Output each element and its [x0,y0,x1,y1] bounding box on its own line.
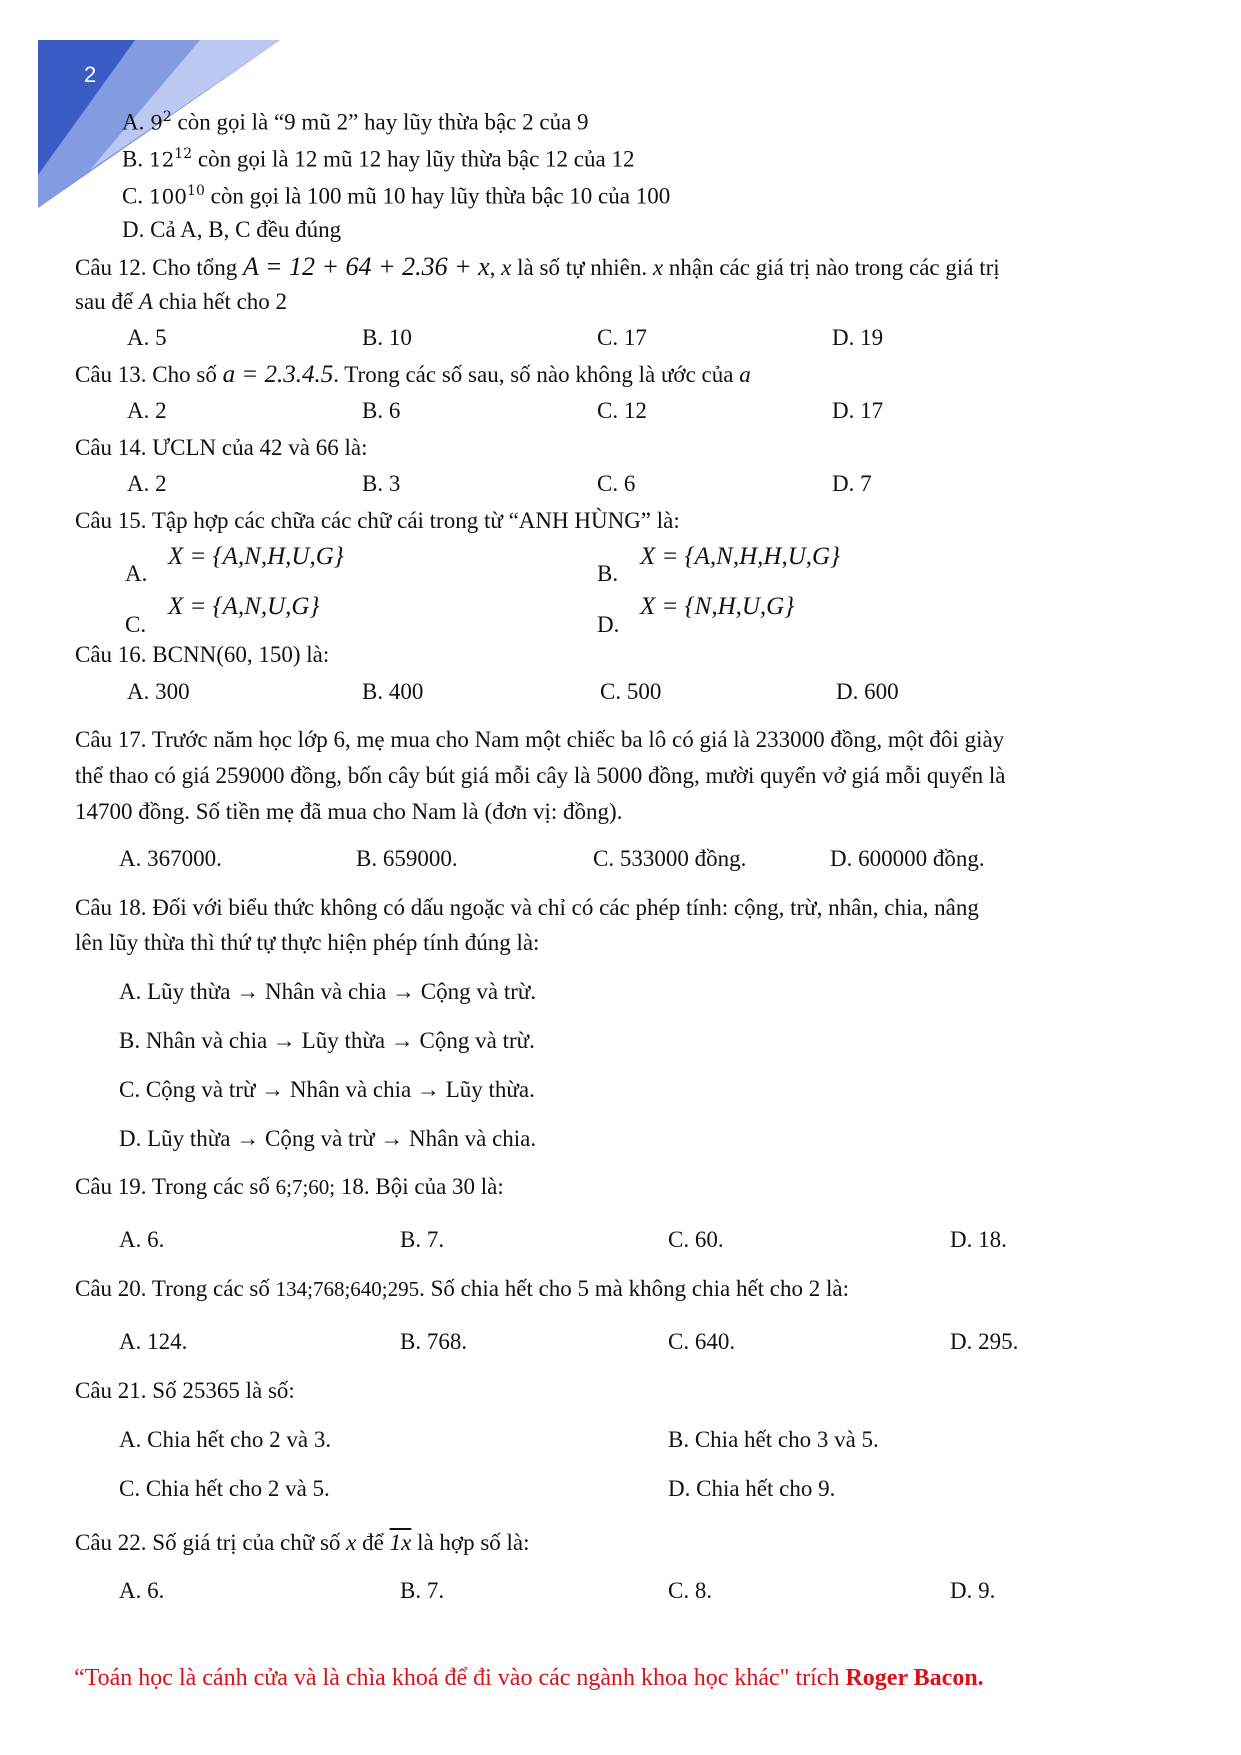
q12-line2: sau để A chia hết cho 2 [75,289,288,314]
q12-option-b: B. 10 [362,325,412,350]
q15-option-b-set: X = {A,N,H,H,U,G} [640,543,841,570]
q20-option-a: A. 124. [119,1329,188,1354]
q21-line: Câu 21. Số 25365 là số: [75,1378,295,1403]
q17-line3: 14700 đồng. Số tiền mẹ đã mua cho Nam là (đơn vị: đồng). [75,799,623,824]
q18-option-d: D. Lũy thừa → Cộng và trừ → Nhân và chia. [119,1126,537,1151]
q17-option-d: D. 600000 đồng. [830,846,985,871]
q17-option-a: A. 367000. [119,846,222,871]
q17-line1: Câu 17. Trước năm học lớp 6, mẹ mua cho Nam một chiếc ba lô có giá là 233000 đồng, một đôi giày [75,727,1005,752]
q21-option-b: B. Chia hết cho 3 và 5. [668,1427,879,1452]
q19-line: Câu 19. Trong các số 6;7;60; 18. Bội của 30 là: [75,1174,504,1199]
q13-option-b: B. 6 [362,398,401,423]
q14-option-b: B. 3 [362,471,401,496]
q21-option-c: C. Chia hết cho 2 và 5. [119,1476,330,1501]
q15-option-d-letter: D. [597,612,620,637]
q18-option-b: B. Nhân và chia → Lũy thừa → Cộng và trừ. [119,1028,535,1053]
q13-option-c: C. 12 [597,398,647,423]
q22-option-a: A. 6. [119,1578,165,1603]
q11-option-d: D. Cả A, B, C đều đúng [122,217,342,242]
q13-line: Câu 13. Cho số a = 2.3.4.5. Trong các số sau, số nào không là ước của a [75,361,751,388]
q21-option-a: A. Chia hết cho 2 và 3. [119,1427,332,1452]
q15-option-a-letter: A. [125,561,148,586]
q12-option-d: D. 19 [832,325,884,350]
q17-option-b: B. 659000. [356,846,458,871]
q18-line1: Câu 18. Đối với biểu thức không có dấu ngoặc và chỉ có các phép tính: cộng, trừ, nhân, chia, nâng [75,895,979,920]
q18-option-a: A. Lũy thừa → Nhân và chia → Cộng và trừ. [119,979,537,1004]
q20-line: Câu 20. Trong các số 134;768;640;295. Số chia hết cho 5 mà không chia hết cho 2 là: [75,1276,849,1301]
q20-option-b: B. 768. [400,1329,468,1354]
q14-option-a: A. 2 [127,471,167,496]
q12-line1: Câu 12. Cho tổng A = 12 + 64 + 2.36 + x, x là số tự nhiên. x nhận các giá trị nào trong các giá trị [75,252,1000,281]
q15-option-c-letter: C. [125,612,147,637]
q17-line2: thể thao có giá 259000 đồng, bốn cây bút giá mỗi cây là 5000 đồng, mười quyển vở giá mỗi quyển là [75,763,1006,788]
q15-option-a-set: X = {A,N,H,U,G} [168,543,344,570]
q22-line: Câu 22. Số giá trị của chữ số x để 1x là hợp số là: [75,1530,530,1555]
q18-option-c: C. Cộng và trừ → Nhân và chia → Lũy thừa. [119,1077,535,1102]
footer-quote-author: Roger Bacon. [845,1665,984,1691]
q22-option-b: B. 7. [400,1578,445,1603]
q11-option-a: A. $9^2$ còn gọi là “9 mũ 2” hay lũy thừa bậc 2 của 9 [122,109,589,135]
page-number: 2 [84,62,97,87]
q15-option-c-set: X = {A,N,U,G} [168,593,320,620]
q17-option-c: C. 533000 đồng. [593,846,747,871]
q16-option-a: A. 300 [127,679,190,704]
q21-option-d: D. Chia hết cho 9. [668,1476,836,1501]
q14-option-d: D. 7 [832,471,872,496]
q16-option-c: C. 500 [600,679,662,704]
q13-option-d: D. 17 [832,398,884,423]
q16-option-d: D. 600 [836,679,899,704]
footer-quote-text: “Toán học là cánh cửa và là chìa khoá để đi vào các ngành khoa học khác" trích [74,1665,846,1691]
q13-option-a: A. 2 [127,398,167,423]
q20-option-c: C. 640. [668,1329,736,1354]
q18-line2: lên lũy thừa thì thứ tự thực hiện phép tính đúng là: [75,930,540,955]
q12-option-c: C. 17 [597,325,647,350]
q11-option-c: C. $100^{10}$ còn gọi là 100 mũ 10 hay lũy thừa bậc 10 của 100 [122,183,671,209]
q15-option-b-letter: B. [597,561,619,586]
q19-option-c: C. 60. [668,1227,724,1252]
q19-option-b: B. 7. [400,1227,445,1252]
q12-option-a: A. 5 [127,325,167,350]
q19-option-d: D. 18. [950,1227,1007,1252]
q14-line: Câu 14. ƯCLN của 42 và 66 là: [75,435,368,460]
q16-line: Câu 16. BCNN(60, 150) là: [75,642,330,667]
q15-option-d-set: X = {N,H,U,G} [640,593,795,620]
q19-option-a: A. 6. [119,1227,165,1252]
q20-option-d: D. 295. [950,1329,1019,1354]
q16-option-b: B. 400 [362,679,424,704]
q11-option-b: B. $12^{12}$ còn gọi là 12 mũ 12 hay lũy thừa bậc 12 của 12 [122,146,635,172]
q22-option-c: C. 8. [668,1578,713,1603]
q22-option-d: D. 9. [950,1578,996,1603]
q14-option-c: C. 6 [597,471,636,496]
q15-line: Câu 15. Tập hợp các chữa các chữ cái trong từ “ANH HÙNG” là: [75,508,680,533]
footer-quote [74,1665,984,1692]
